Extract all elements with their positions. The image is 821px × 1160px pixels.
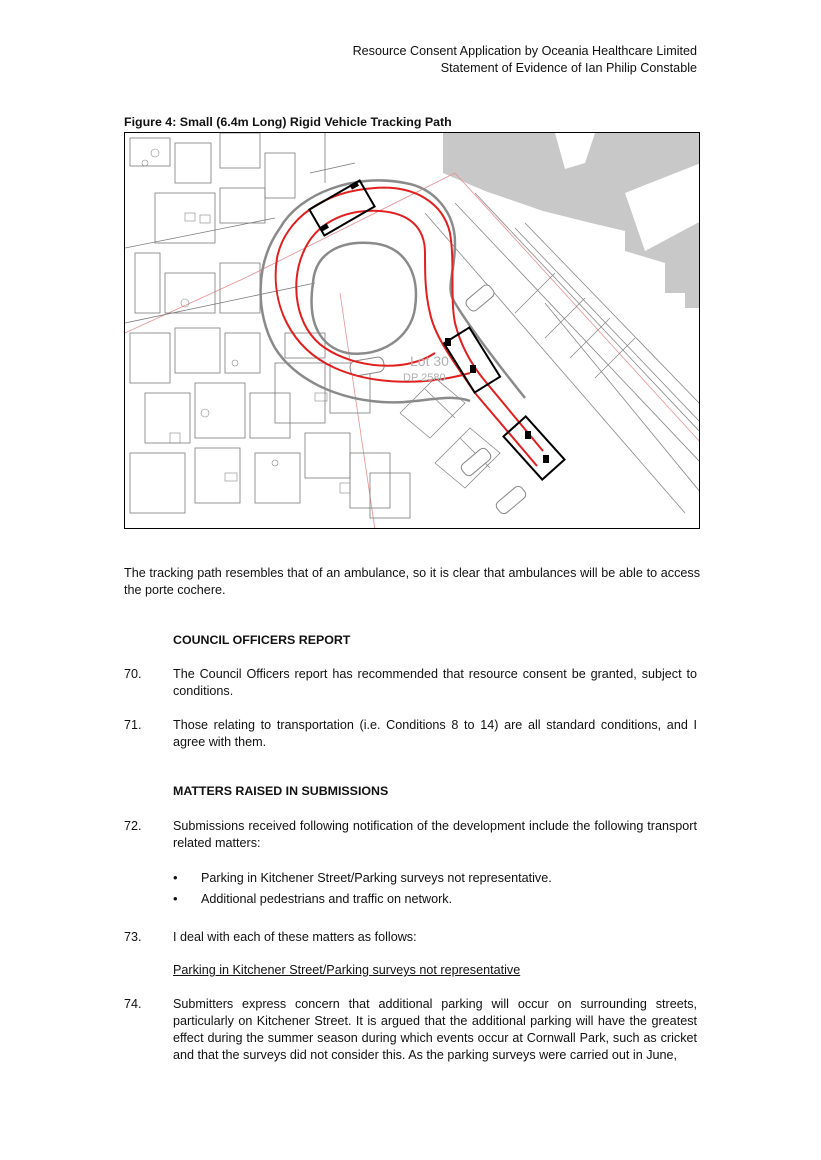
para-72-number: 72. xyxy=(124,819,142,833)
bullet-dot: • xyxy=(173,870,178,885)
para-73-number: 73. xyxy=(124,930,142,944)
para-70-number: 70. xyxy=(124,667,142,681)
bullet-text: Parking in Kitchener Street/Parking surveys not representative. xyxy=(201,871,552,885)
para-71-text: Those relating to transportation (i.e. Conditions 8 to 14) are all standard conditions, and I agree with them. xyxy=(173,718,697,749)
intro-paragraph: The tracking path resembles that of an ambulance, so it is clear that ambulances will be able to access the porte cochere. xyxy=(124,566,700,597)
tracking-path-outer xyxy=(276,188,543,451)
council-heading: COUNCIL OFFICERS REPORT xyxy=(173,633,351,647)
page-header xyxy=(353,43,697,77)
bullet-item-1 xyxy=(173,869,552,887)
bullet-dot: • xyxy=(173,891,178,906)
parking-subheading: Parking in Kitchener Street/Parking surveys not representative xyxy=(173,963,521,977)
bullet-item-2 xyxy=(173,890,452,908)
matters-heading: MATTERS RAISED IN SUBMISSIONS xyxy=(173,784,389,798)
lot-label-2: DP 2580 xyxy=(403,372,446,384)
header-line-1: Resource Consent Application by Oceania Healthcare Limited xyxy=(352,44,697,58)
para-73-text: I deal with each of these matters as follows: xyxy=(173,930,417,944)
bullet-text: Additional pedestrians and traffic on network. xyxy=(201,892,453,906)
para-72-text: Submissions received following notification of the development include the following transport related matters: xyxy=(173,819,697,850)
turning-island xyxy=(312,243,416,354)
header-line-2: Statement of Evidence of Ian Philip Constable xyxy=(440,61,697,75)
site-plan-drawing xyxy=(125,133,700,529)
para-74-text: Submitters express concern that additional parking will occur on surrounding streets, particularly on Kitchener Street. It is argued that the additional parking will have the greatest effect during the summer season during which events occur at Cornwall Park, such as cricket and that the surveys did not consider this. As the parking surveys were carried out in June, xyxy=(173,997,697,1062)
para-74-number: 74. xyxy=(124,997,142,1011)
figure-caption: Figure 4: Small (6.4m Long) Rigid Vehicle Tracking Path xyxy=(124,115,452,129)
para-71-number: 71. xyxy=(124,718,142,732)
para-70-text: The Council Officers report has recommended that resource consent be granted, subject to conditions. xyxy=(173,667,697,698)
tracking-path-figure xyxy=(124,132,700,529)
furniture-details xyxy=(142,149,350,493)
building-plan-left xyxy=(125,133,410,518)
lot-label-1: Lot 30 xyxy=(410,353,449,369)
